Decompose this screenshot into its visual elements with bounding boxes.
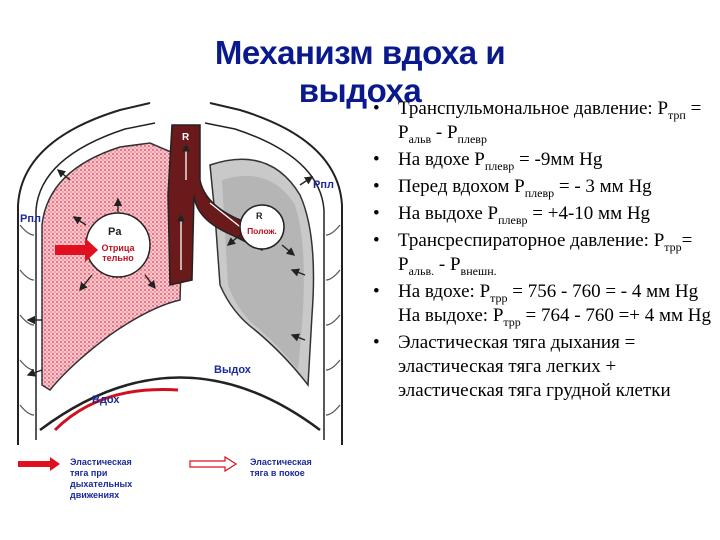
bullet-list: [368, 97, 713, 406]
label-r-top: R: [182, 132, 190, 143]
legend-active-label: Эластическая тяга при дыхательных движениях: [70, 457, 133, 500]
bullet-item: • Транспульмональное давление: $P_{трп} = P_{альв} - P_{плевр}$: [368, 97, 713, 145]
label-positive: Полож.: [247, 226, 277, 236]
diaphragm: [40, 378, 320, 431]
bullet-item: • Трансреспираторное давление: $P_{трр}= P_{альв.} - P_{внешн.}$: [368, 229, 713, 277]
slide-title: Механизм вдоха и выдоха: [214, 34, 506, 109]
legend: [18, 457, 312, 500]
bullet-item: • На вдохе: $P_{трр} = 756 - 760$ = - 4 мм Hg На выдохе: $P_{трр} = 764 - 760 =+ 4$ мм Hg: [368, 280, 713, 328]
label-r-mid: R: [256, 211, 263, 221]
legend-rest-label: Эластическая тяга в покое: [250, 457, 312, 478]
bullet-item: • Эластическая тяга дыхания = эластическая тяга легких + эластическая тяга грудной клетки: [368, 331, 713, 403]
bullet-item: • На выдохе $P_{плевр} = +4-10$ мм Hg: [368, 202, 713, 226]
legend-rest-arrow: [190, 457, 236, 471]
bullet-item: • На вдохе $P_{плевр} = -9мм$ Hg: [368, 148, 713, 172]
bullet-item: • Перед вдохом $P_{плевр}$ = - 3 мм Hg: [368, 175, 713, 199]
label-inhale: Вдох: [92, 394, 120, 406]
label-p-pl-left: Pпл: [20, 213, 41, 225]
lung-diagram: [0, 85, 360, 515]
legend-active-arrow: [18, 457, 60, 471]
label-p-pl-right: Pпл: [313, 179, 334, 191]
label-negative: Отрица тельно: [101, 243, 135, 263]
label-p-a: Pa: [108, 226, 122, 238]
label-exhale: Выдох: [214, 364, 251, 376]
